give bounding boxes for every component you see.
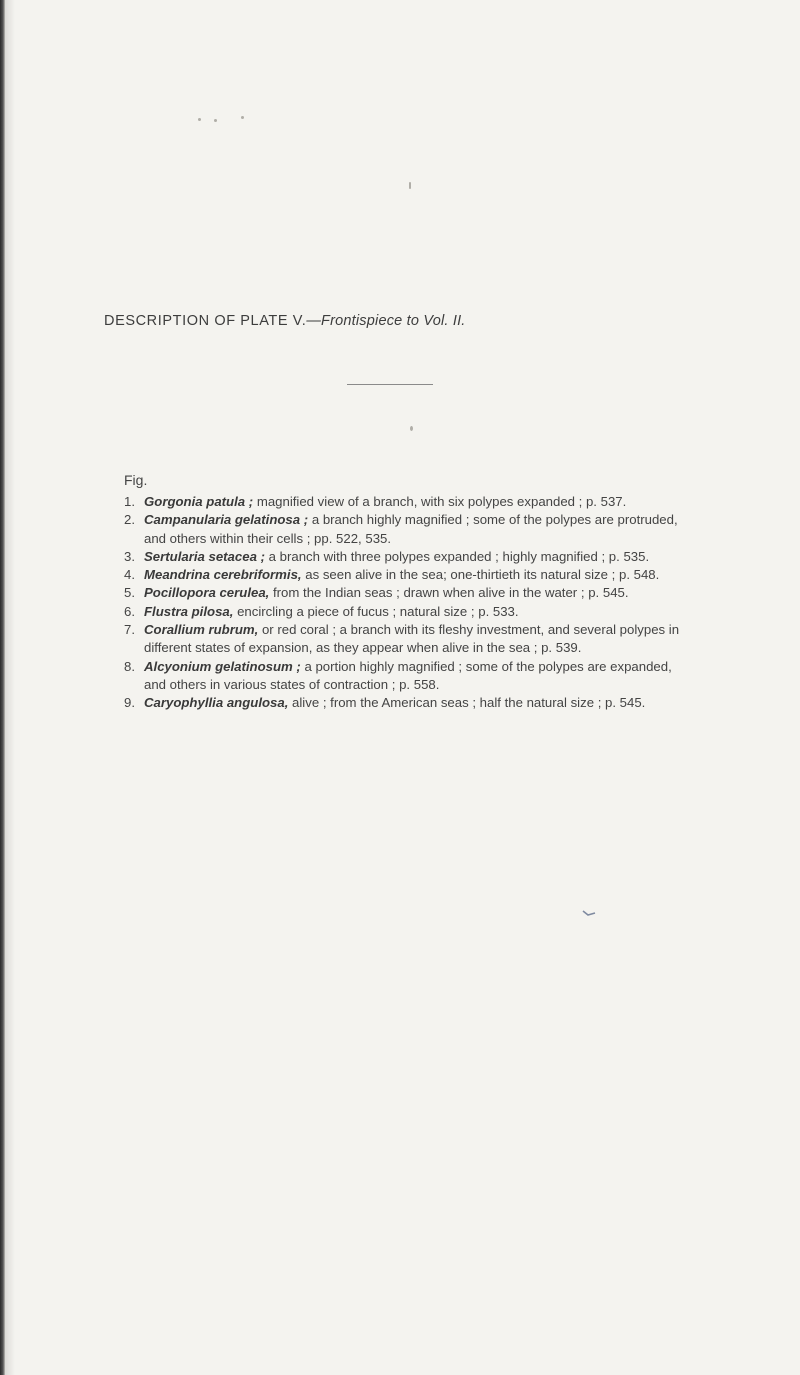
binding-shadow [5,0,15,1375]
paper-speck [198,118,201,121]
figure-item [124,658,684,695]
plate-heading [104,313,724,329]
plate-heading-subtitle: —Frontispiece to Vol. II. [306,313,466,329]
figure-species-name: Caryophyllia angulosa, [144,695,289,711]
figure-description: a branch with three polypes expanded ; highly magnified ; p. 535. [264,548,650,564]
ink-mark-icon [582,910,596,916]
figure-description: encircling a piece of fucus ; natural size ; p. 533. [233,603,519,619]
figure-description: from the Indian seas ; drawn when alive in the water ; p. 545. [269,585,629,601]
figure-species-name: Meandrina cerebriformis, [144,567,302,583]
figure-list [124,493,684,713]
figure-item [124,694,684,712]
figure-description: or red coral ; a branch with its fleshy investment, and several polypes in different states of expansion, as they appear when alive in the sea ; p. 539. [144,622,680,656]
figure-number: 6. [124,603,135,619]
figure-species-name: Corallium rubrum, [144,622,259,638]
paper-speck [241,116,244,119]
paper-speck [410,426,413,431]
figure-item [124,511,684,548]
figure-number: 3. [124,548,135,564]
figure-number: 8. [124,658,135,674]
figure-number: 4. [124,567,135,583]
figure-species-name: Sertularia setacea ; [144,548,265,564]
figure-item [124,621,684,658]
paper-speck [214,119,217,122]
figure-item [124,584,684,602]
figure-description: alive ; from the American seas ; half the natural size ; p. 545. [288,695,646,711]
figure-number: 2. [124,512,135,528]
figure-number: 9. [124,695,135,711]
figure-species-name: Gorgonia patula ; [144,494,254,509]
figure-species-name: Pocillopora cerulea, [144,585,270,601]
paper-speck [409,182,411,189]
figure-description: a portion highly magnified ; some of the polypes are expanded, and others in various states of contraction ; p. 558. [144,658,672,692]
fig-label: Fig. [124,472,148,488]
heading-rule [347,384,433,385]
figure-item [124,603,684,621]
figure-item [124,566,684,584]
figure-species-name: Campanularia gelatinosa ; [144,512,309,528]
figure-number: 1. [124,494,135,509]
figure-description: a branch highly magnified ; some of the polypes are protruded, and others within their cells ; pp. 522, 535. [144,512,678,546]
figure-species-name: Flustra pilosa, [144,603,234,619]
figure-item [124,493,684,511]
figure-number: 5. [124,585,135,601]
figure-number: 7. [124,622,135,638]
figure-species-name: Alcyonium gelatinosum ; [144,658,301,674]
figure-item [124,548,684,566]
plate-heading-title: DESCRIPTION OF PLATE V. [104,313,307,329]
figure-description: magnified view of a branch, with six polypes expanded ; p. 537. [253,494,627,509]
figure-description: as seen alive in the sea; one-thirtieth its natural size ; p. 548. [301,567,660,583]
